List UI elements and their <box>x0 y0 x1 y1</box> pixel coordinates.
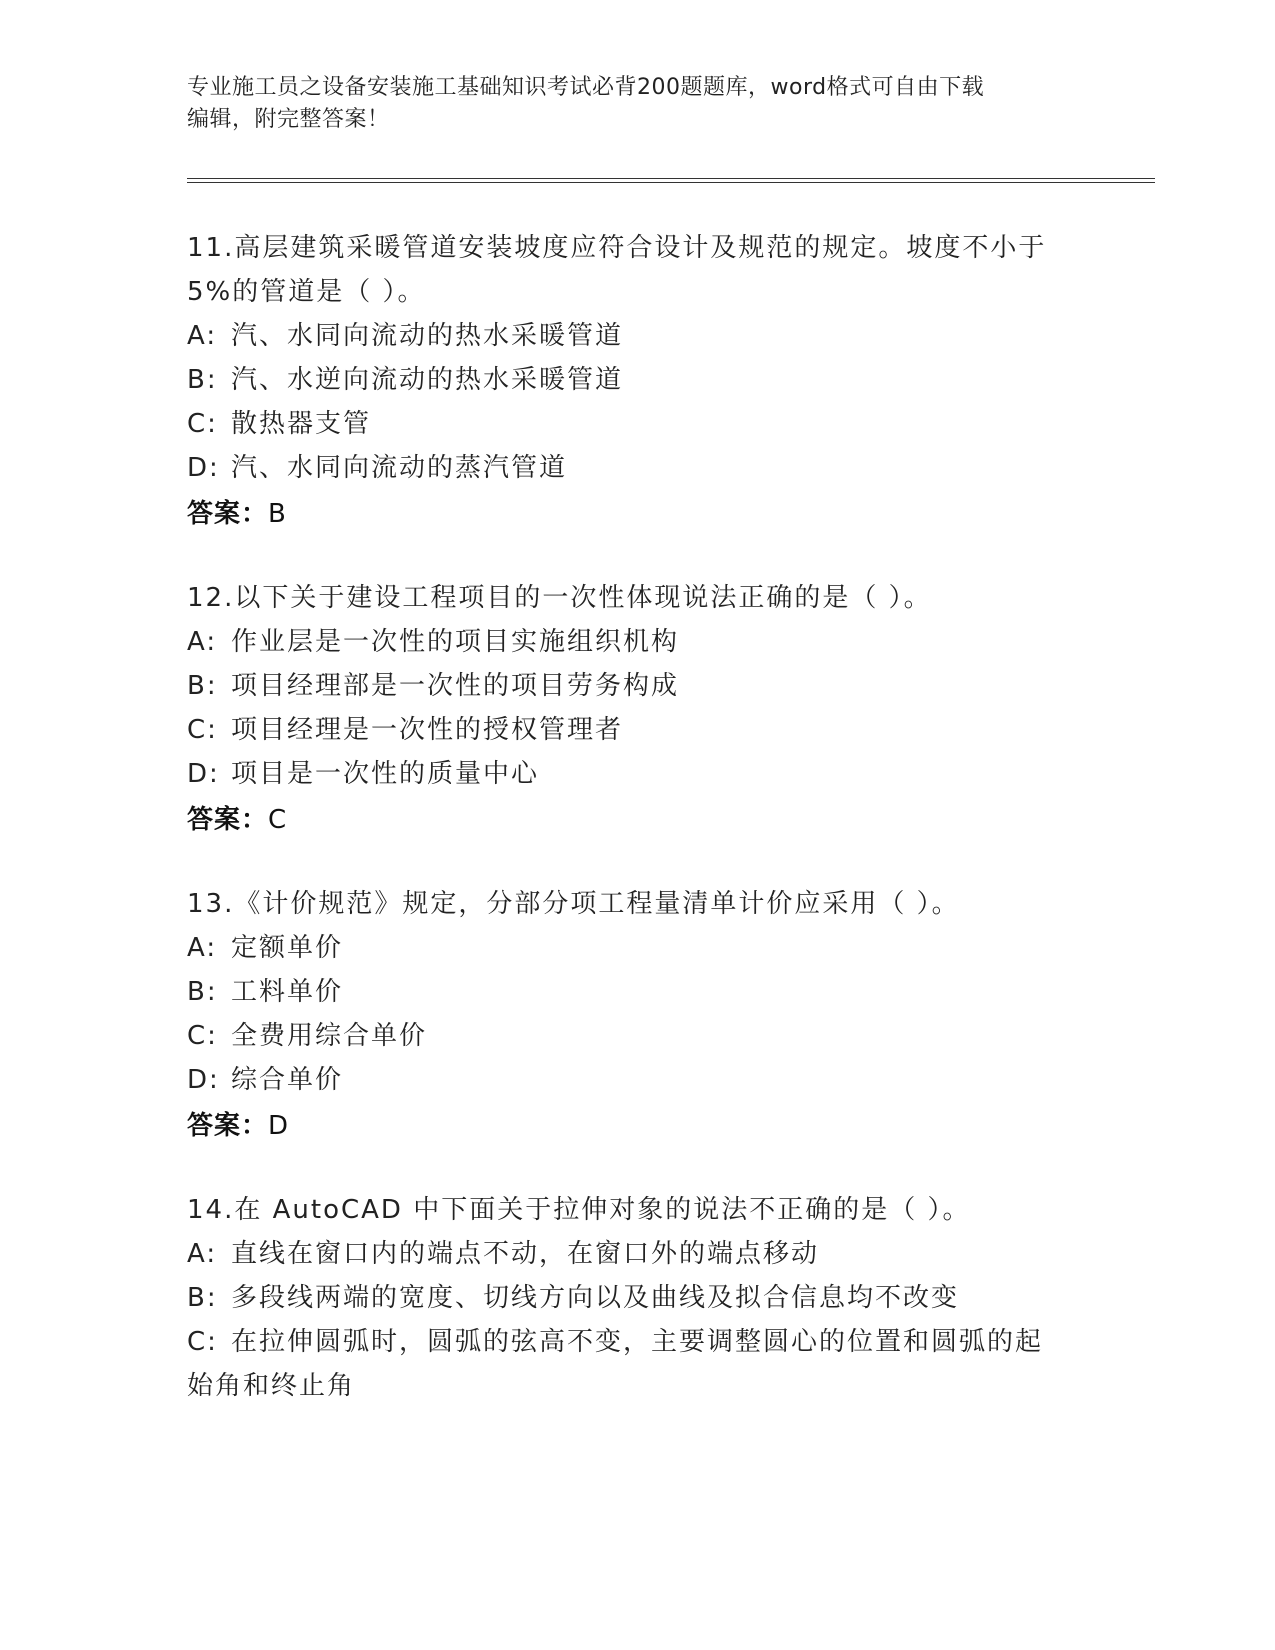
option-key: D: <box>187 1065 220 1095</box>
answer-value: D <box>268 1111 289 1141</box>
question-stem-continued: 5%的管道是（ ）。 <box>187 277 426 307</box>
option-d <box>187 1058 1087 1102</box>
option-a <box>187 620 1087 664</box>
option-text: 综合单价 <box>231 1065 344 1095</box>
option-text: 在拉伸圆弧时，圆弧的弦高不变，主要调整圆心的位置和圆弧的起 <box>231 1327 1044 1357</box>
option-key: B: <box>187 671 218 701</box>
option-text: 作业层是一次性的项目实施组织机构 <box>231 627 680 657</box>
answer-label: 答案： <box>187 805 269 835</box>
option-c <box>187 1320 1087 1364</box>
option-text: 项目经理是一次性的授权管理者 <box>231 715 624 745</box>
option-key: C: <box>187 715 218 745</box>
option-key: D: <box>187 759 220 789</box>
option-text: 全费用综合单价 <box>231 1021 428 1051</box>
option-a <box>187 1232 1087 1276</box>
option-key: B: <box>187 365 218 395</box>
header-line-2: 编辑，附完整答案！ <box>187 107 390 132</box>
option-key: A: <box>187 627 218 657</box>
answer-value: C <box>268 805 287 835</box>
option-key: A: <box>187 321 218 351</box>
option-key: A: <box>187 933 218 963</box>
question-14 <box>187 1188 1087 1408</box>
option-a <box>187 314 1087 358</box>
question-11 <box>187 226 1087 536</box>
option-text: 项目经理部是一次性的项目劳务构成 <box>231 671 680 701</box>
option-d <box>187 446 1087 490</box>
option-text: 散热器支管 <box>231 409 372 439</box>
document-header <box>187 72 1067 136</box>
option-key: B: <box>187 977 218 1007</box>
option-c-continued: 始角和终止角 <box>187 1371 356 1401</box>
answer-label: 答案： <box>187 1111 269 1141</box>
option-key: C: <box>187 1327 218 1357</box>
option-b <box>187 664 1087 708</box>
option-b <box>187 1276 1087 1320</box>
answer <box>187 1104 1087 1148</box>
option-text: 汽、水逆向流动的热水采暖管道 <box>231 365 624 395</box>
option-key: B: <box>187 1283 218 1313</box>
header-line-1: 专业施工员之设备安装施工基础知识考试必背200题题库，word格式可自由下载 <box>187 75 985 100</box>
question-stem: 14.在 AutoCAD 中下面关于拉伸对象的说法不正确的是（ ）。 <box>187 1195 971 1225</box>
question-13 <box>187 882 1087 1148</box>
option-text: 项目是一次性的质量中心 <box>231 759 540 789</box>
option-c <box>187 708 1087 752</box>
header-rule-top <box>187 178 1155 179</box>
answer <box>187 492 1087 536</box>
question-12 <box>187 576 1087 842</box>
option-key: C: <box>187 409 218 439</box>
option-d <box>187 752 1087 796</box>
option-b <box>187 970 1087 1014</box>
option-text: 汽、水同向流动的热水采暖管道 <box>231 321 624 351</box>
question-stem: 11.高层建筑采暖管道安装坡度应符合设计及规范的规定。坡度不小于 <box>187 233 1047 263</box>
option-key: D: <box>187 453 220 483</box>
option-text: 工料单价 <box>231 977 344 1007</box>
option-c <box>187 1014 1087 1058</box>
answer <box>187 798 1087 842</box>
header-rule-bottom <box>187 182 1155 183</box>
answer-value: B <box>268 499 286 529</box>
option-text: 定额单价 <box>231 933 344 963</box>
option-text: 汽、水同向流动的蒸汽管道 <box>231 453 568 483</box>
option-key: C: <box>187 1021 218 1051</box>
option-key: A: <box>187 1239 218 1269</box>
question-stem: 13.《计价规范》规定，分部分项工程量清单计价应采用（ ）。 <box>187 889 960 919</box>
answer-label: 答案： <box>187 499 269 529</box>
option-a <box>187 926 1087 970</box>
option-text: 多段线两端的宽度、切线方向以及曲线及拟合信息均不改变 <box>231 1283 960 1313</box>
option-b <box>187 358 1087 402</box>
option-text: 直线在窗口内的端点不动，在窗口外的端点移动 <box>231 1239 820 1269</box>
question-stem: 12.以下关于建设工程项目的一次性体现说法正确的是（ ）。 <box>187 583 932 613</box>
option-c <box>187 402 1087 446</box>
